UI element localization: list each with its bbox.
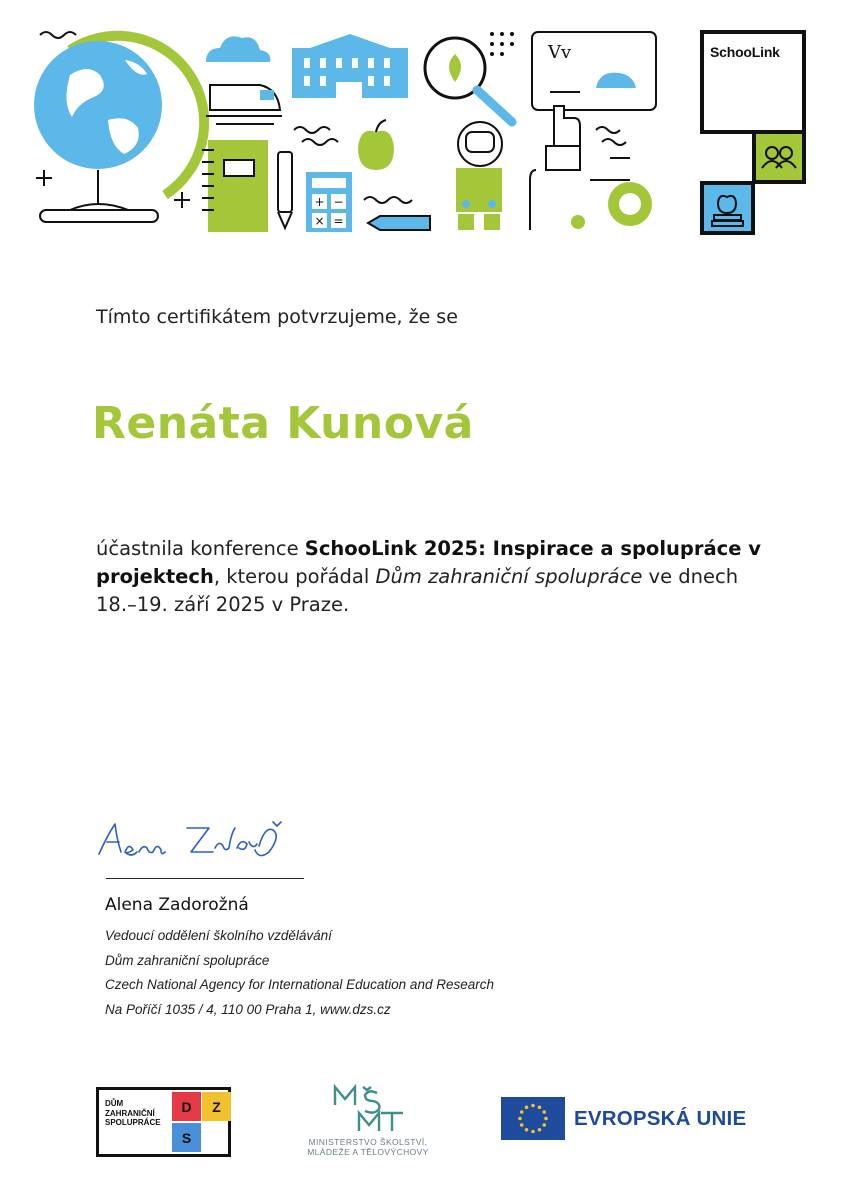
svg-text:Vv: Vv [548,42,572,63]
eu-logo [501,1097,761,1141]
eu-star [520,1123,524,1127]
dzs-text-line: SPOLUPRÁCE [105,1118,161,1127]
eu-star [544,1117,548,1121]
body-text-part: účastnila konference [96,537,305,560]
signer-organization-en: Czech National Agency for International Education and Research [105,977,494,992]
eu-star [531,1130,535,1134]
dzs-logo [96,1087,231,1157]
apple-icon [358,120,394,170]
msmt-line: MINISTERSTVO ŠKOLSTVÍ, [308,1137,428,1147]
eu-star [525,1128,529,1132]
signer-title: Vedoucí oddělení školního vzdělávání [105,928,332,943]
eu-star [538,1128,542,1132]
event-name: SchooLink 2025: Inspirace a spolupráce v projektech [96,537,761,588]
pencil-icon [368,216,430,230]
eu-flag [501,1097,565,1140]
globe-icon [34,36,204,222]
svg-text:+: + [314,195,325,209]
people-icon [756,134,802,180]
body-text-part: , kterou pořádal [213,565,376,588]
handwritten-signature [95,818,295,868]
msmt-logo [293,1083,443,1163]
svg-text:×: × [314,214,325,228]
organizer-name: Dům zahraniční spolupráce [375,565,643,588]
robot-icon [456,122,502,230]
msmt-logo-subtitle [293,1137,443,1157]
msmt-logo-mark [293,1083,443,1135]
eu-star [542,1110,546,1114]
dzs-letter-d: D [172,1092,201,1121]
dzs-letter-s: S [172,1123,201,1152]
eu-star [520,1110,524,1114]
eu-label: EVROPSKÁ UNIE [574,1107,747,1130]
dzs-text-line: ZAHRANIČNÍ [105,1108,155,1118]
eu-star [518,1117,522,1121]
school-building-icon [292,34,408,98]
magnifier-icon [425,38,512,122]
calculator-icon [306,172,352,232]
signature-line [106,878,304,879]
eu-star [525,1105,529,1109]
eu-star [538,1105,542,1109]
wheelchair-icon [571,158,652,229]
eu-stars-icon [501,1097,565,1140]
signer-name: Alena Zadorožná [105,895,249,915]
msmt-line: MLÁDEŽE A TĚLOVÝCHOVY [307,1147,429,1157]
svg-text:−: − [333,195,344,209]
pen-icon [278,152,292,228]
schoolink-logo [700,30,806,235]
dzs-letter-z: Z [202,1092,231,1121]
notebook-icon [202,140,268,232]
apple-books-icon [704,185,751,231]
eu-star [531,1104,535,1108]
signer-details [105,924,494,1022]
hand-pointer-icon [530,106,580,230]
body-text-part: ve dnech 18.–19. září 2025 v Praze. [96,565,739,616]
dzs-logo-text [105,1099,161,1128]
train-icon [206,85,282,124]
eu-star [542,1123,546,1127]
certificate-intro: Tímto certifikátem potvrzujeme, že se [96,306,458,328]
education-illustration [30,20,670,240]
recipient-name: Renáta Kunová [92,398,474,449]
signer-address: Na Poříčí 1035 / 4, 110 00 Praha 1, www.dzs.cz [105,1001,391,1017]
dzs-text-line: DŮM [105,1099,124,1108]
svg-text:=: = [333,214,344,228]
cloud-icon [206,36,270,62]
signer-organization: Dům zahraniční spolupráce [105,952,270,968]
certificate-body [96,535,776,619]
tablet-icon [532,32,656,110]
schoolink-logo-text: SchooLink [710,44,780,60]
